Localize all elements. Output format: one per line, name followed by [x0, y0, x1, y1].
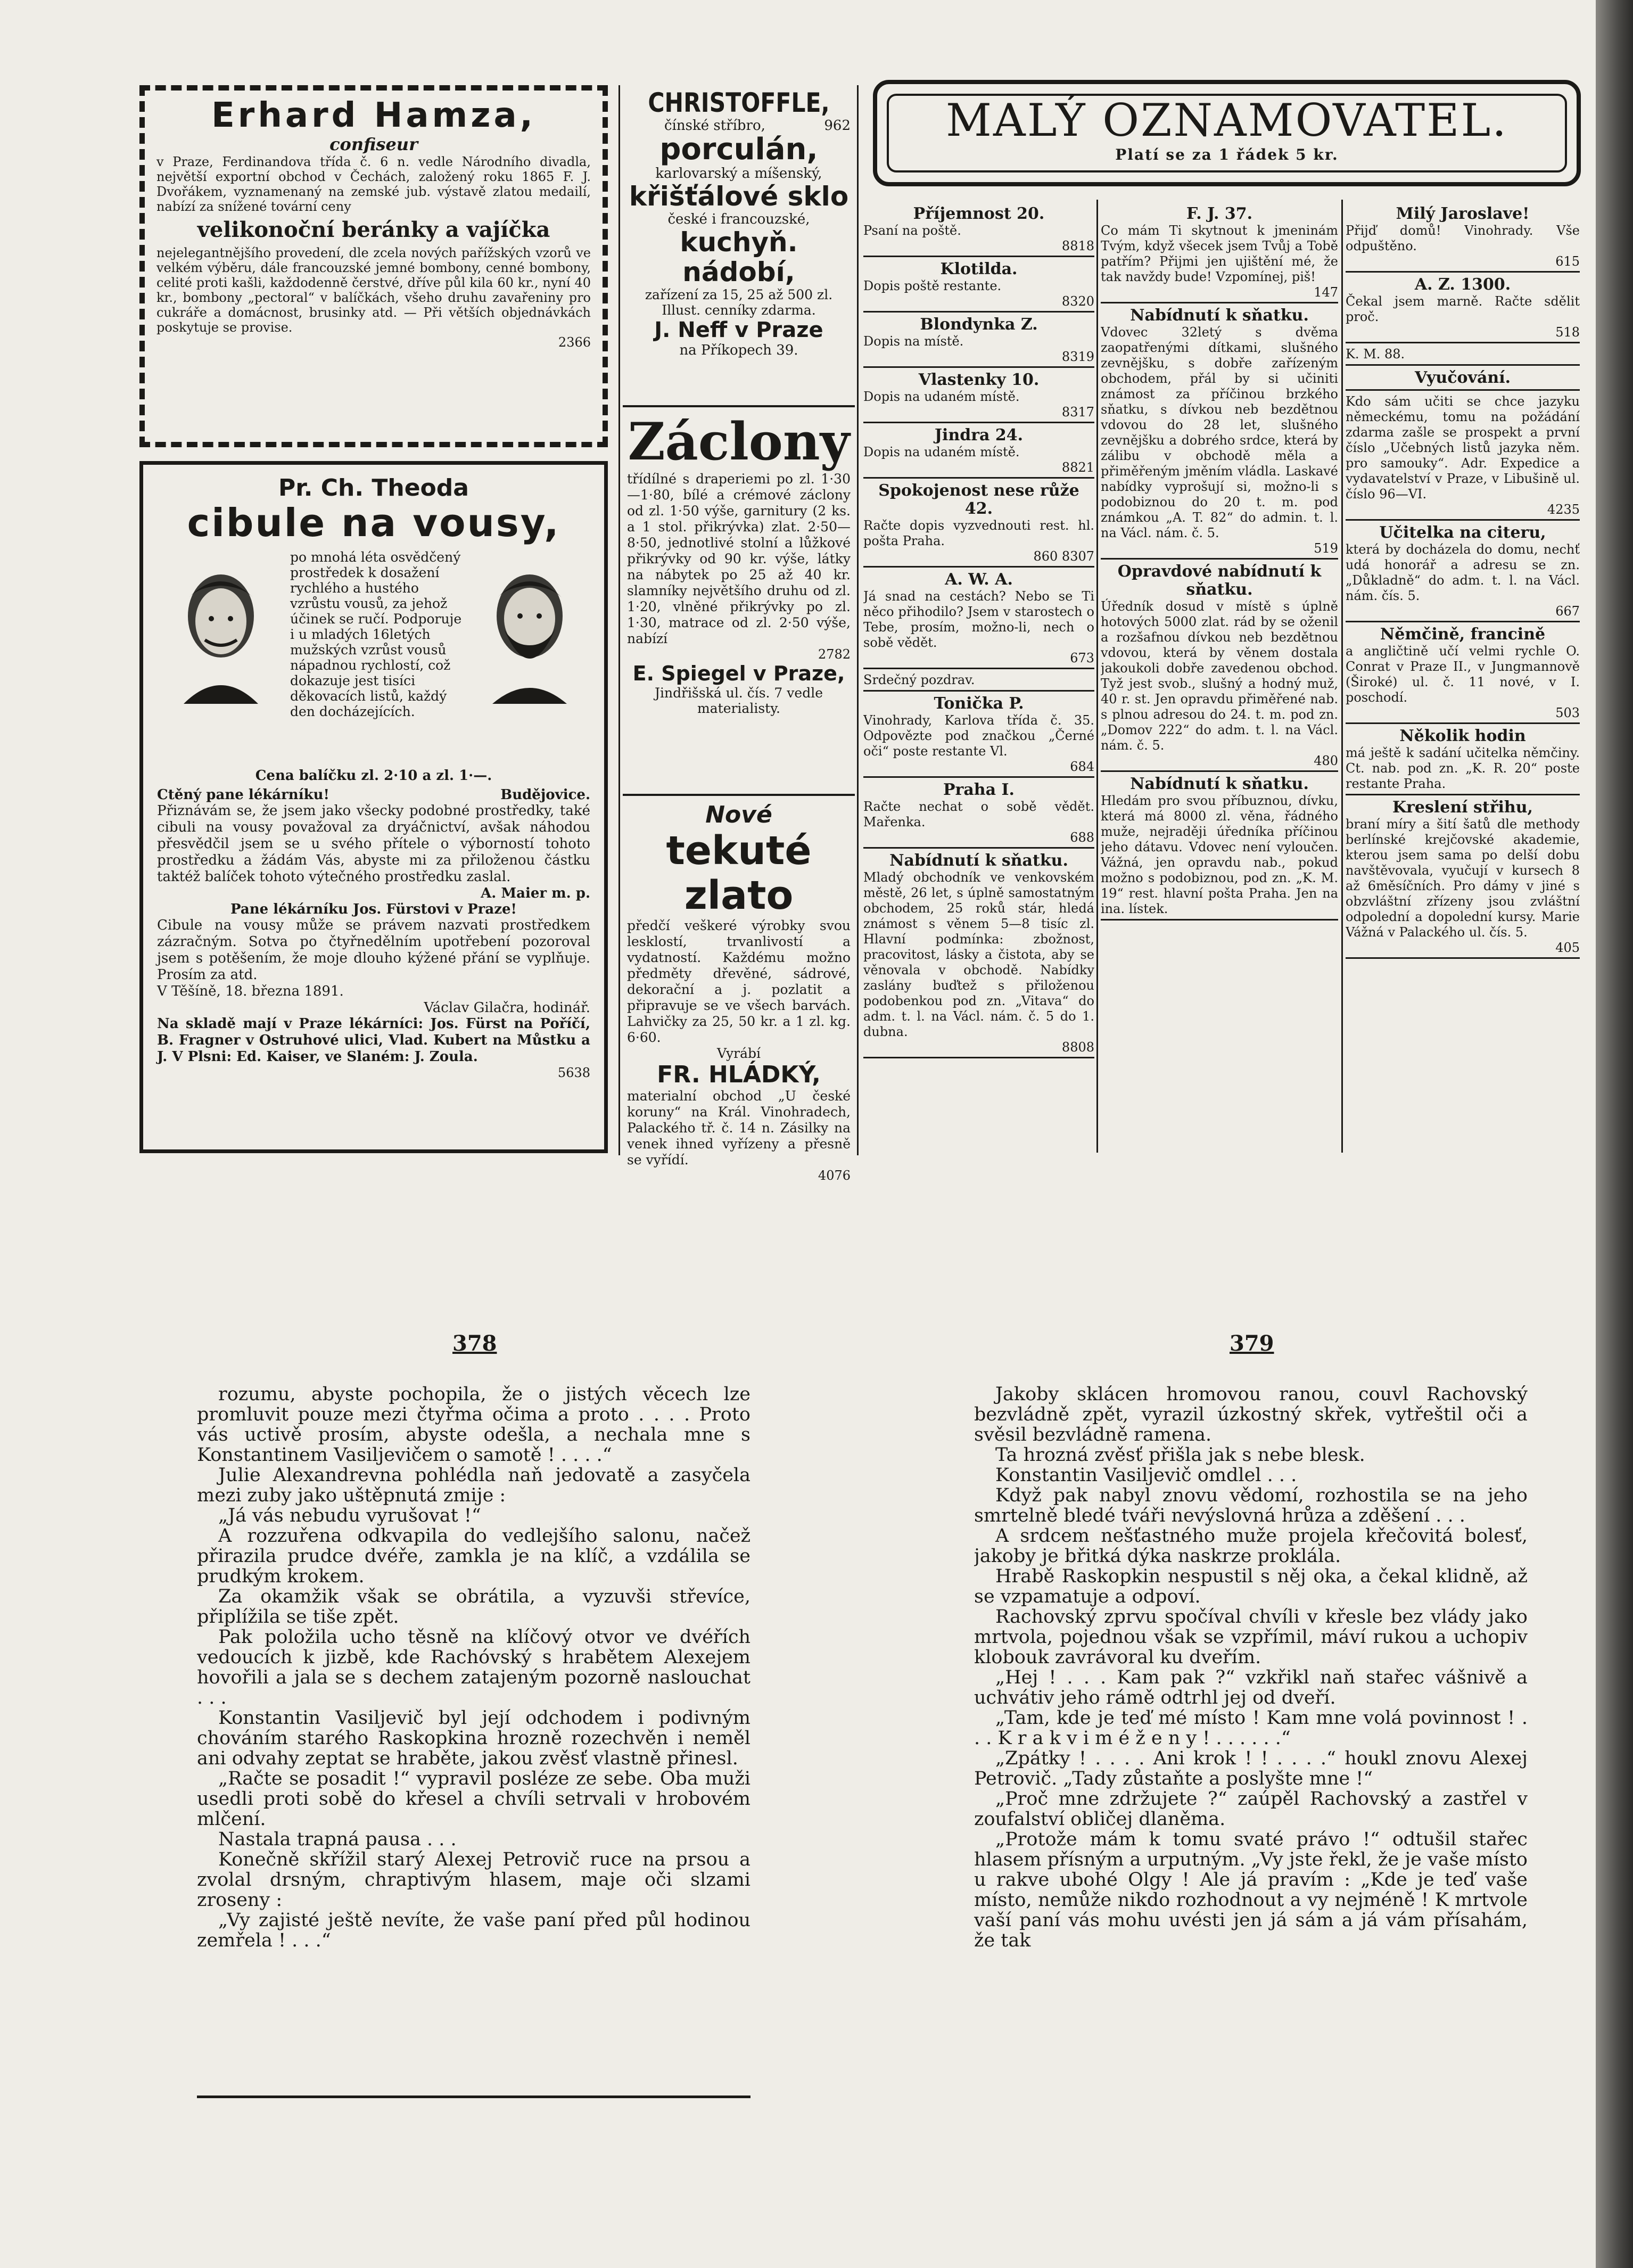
classified-ad-number: 518: [1555, 325, 1580, 340]
classified-ad-text: Vinohrady, Karlova třída č. 35. Odpovězte pod značkou „Černé oči“ poste restante Vl.: [863, 713, 1094, 759]
classified-ad-number: 519: [1314, 541, 1338, 556]
classified-ad-name: Nabídnutí k sňatku.: [1130, 306, 1309, 325]
classified-ad: [863, 316, 1094, 368]
ad-hamza-trade: confiseur: [329, 134, 418, 154]
ad-christofle-firm: J. Neff v Praze: [654, 318, 823, 342]
story-paragraph: Hrabě Raskopkin nespustil s něj oka, a čekal klidně, až se vzpamatuje a odpoví.: [974, 1566, 1528, 1607]
story-paragraph: Konstantin Vasiljevič byl její odchodem i podivným chováním starého Raskopkina hrozně rozechvěn i neměl ani odvahy zeptat se hraběte, jakou zvěsť vlastně přinesl.: [197, 1707, 750, 1769]
classified-ad: [1101, 775, 1338, 921]
classified-ad: [863, 260, 1094, 313]
ad-zaclony-headline: Záclony: [628, 412, 850, 472]
classified-ad-name: Jindra 24.: [934, 426, 1024, 445]
classified-ad-name: Němčině, francině: [1380, 625, 1546, 644]
ad-hamza-text: v Praze, Ferdinandova třída č. 6 n. vedle Národního divadla, největší exportní obchod v Čechách, založený roku 1865 F. J. Dvořákem, vyznamenaný na zemské jub. výstavě zlatou medailí, nabízí za snížené tovární ceny: [156, 154, 591, 214]
classified-ad: [863, 371, 1094, 423]
ad-zlato-firm: FR. HLÁDKÝ,: [657, 1061, 821, 1088]
story-page-right: [974, 1384, 1528, 2087]
classified-ad-text: Dopis na místě.: [863, 334, 964, 349]
classified-ad-text: Račte nechat o sobě vědět. Mařenka.: [863, 799, 1094, 829]
classified-ad-text: Dopis na udaném místě.: [863, 389, 1020, 404]
classified-ad-text: Vdovec 32letý s dvěma zaopatřenými dítkami, slušného zevnějšku, s dobře zařízeným obchodem, přál by si učiniti známost za příčinou brzkého sňatku, s dívkou neb bezdětnou vdovou do 28 let, slušného zevnějšku a dobrého srdce, která by zálibu v obchodě měla a přiměřeným jměním vládla. Laskavé nabídky vyprošují si, možno-li s podobiznou do 20 t. m. pod známkou „A. T. 82“ do admin. t. l. na Václ. nám. č. 5.: [1101, 325, 1338, 540]
classified-ad-text: Psaní na poště.: [863, 223, 961, 238]
page-number-left: 378: [452, 1331, 497, 1356]
ad-christofle-line2: karlovarský a míšenský,: [655, 166, 822, 182]
classified-ad-number: 4235: [1547, 502, 1580, 517]
scan-edge-shadow: [1596, 0, 1633, 2268]
ad-cibule-signer2: Václav Gilačra, hodinář.: [424, 1000, 590, 1016]
story-paragraph: Konstantin Vasiljevič omdlel . . .: [995, 1465, 1297, 1486]
classified-ad-number: 8320: [1061, 294, 1094, 309]
classified-ad: [1346, 727, 1580, 795]
ad-zlato-vyrabi: Vyrábí: [716, 1046, 761, 1061]
ad-christofle-kuchyn: kuchyň. nádobí,: [680, 227, 798, 287]
story-paragraph: Konečně skřížil starý Alexej Petrovič ruce na prsou a zvolal drsným, chraptivým hlasem, maje oči slzami zroseny :: [197, 1849, 750, 1911]
ad-cibule-letter2: Cibule na vousy může se právem nazvati prostředkem zázračným. Sotva po čtyřnedělním upotřebení pozoroval jsem s potěšením, že moje dlouho kýžené přání se vyplňuje. Prosím za atd.: [157, 917, 590, 983]
classified-ad-name: Milý Jaroslave!: [1396, 205, 1530, 223]
classified-ad-text: braní míry a šití šatů dle methody berlínské krejčovské akademie, kterou jsem sama po delší dobu navštěvovala, vyučují v kursech 8 až 6měsíčních. Pro dámy v jiné s obzvláštní zřízeny jsou zvláštní odpolední a dopolední kursy. Marie Vážná v Palackého ul. čís. 5.: [1346, 817, 1580, 940]
ad-zlato-text: předčí veškeré výrobky svou lesklostí, trvanlivostí a vydatností. Každému možno předměty dřevěné, sádrové, dekorační a j. pozlatit a připravuje se ve všech barvách. Lahvičky za 25, 50 kr. a 1 zl. kg. 6·60.: [627, 918, 851, 1045]
story-paragraph: Julie Alexandrevna pohlédla naň jedovatě a zasyčela mezi zuby jako uštěpnutá zmije :: [197, 1465, 750, 1506]
classified-ad-name: Spokojenost nese růže 42.: [878, 481, 1079, 518]
ad-cibule-price: Cena balíčku zl. 2·10 a zl. 1·—.: [255, 768, 492, 784]
classified-ad-name: A. Z. 1300.: [1414, 275, 1511, 294]
story-page-left: [197, 1384, 750, 2098]
ad-cibule-name: Pr. Ch. Theoda: [278, 474, 469, 502]
classified-ad-name: Kreslení střihu,: [1392, 798, 1533, 817]
maly-subtitle: Platí se za 1 řádek 5 kr.: [1115, 146, 1339, 163]
classified-ad: [863, 426, 1094, 479]
classified-ad: [1346, 524, 1580, 622]
bearded-man-portrait-icon: [168, 565, 274, 704]
classified-ad: [863, 205, 1094, 257]
ad-zlato: [623, 801, 855, 1183]
ad-zlato-num: 4076: [818, 1168, 851, 1183]
classified-ad-text: Co mám Ti skytnout k jmeninám Tvým, když všecek jsem Tvůj a Tobě patřím? Přijmi jen ujištění mé, že tak navždy bude! Vzpomínej, piš!: [1101, 223, 1338, 284]
classified-ad: [1346, 394, 1580, 521]
classified-ad-name: Vyučování.: [1414, 368, 1511, 387]
ad-hamza-num: 2366: [558, 335, 591, 350]
classified-ad-number: 860 8307: [1033, 549, 1094, 564]
ad-cibule: [139, 461, 608, 1153]
story-paragraph: A srdcem nešťastného muže projela křečovitá bolesť, jakoby je břitká dýka naskrze proklála.: [974, 1525, 1528, 1567]
ad-zaclony-addr: Jindřišská ul. čís. 7 vedle: [654, 685, 823, 701]
classified-ad-name: Praha I.: [943, 780, 1015, 799]
classified-ad-number: 673: [1070, 651, 1094, 665]
classified-ad-text: Čekal jsem marně. Račte sdělit proč.: [1346, 294, 1580, 324]
ad-cibule-date: V Těšíně, 18. března 1891.: [157, 983, 344, 999]
ad-cibule-letter2-head: Pane lékárníku Jos. Fürstovi v Praze!: [230, 901, 517, 917]
classified-ad-text: Račte dopis vyzvednouti rest. hl. pošta Praha.: [863, 518, 1094, 548]
classified-ad: [863, 482, 1094, 568]
ad-christofle-line1: čínské stříbro,: [664, 118, 765, 134]
classified-ad-text: Kdo sám učiti se chce jazyku německému, tomu na požádání zdarma zašle se prospekt a první číslo „Učebných listů jazyka něm. pro samouky“. Adr. Expedice a vydavatelství v Praze, v Libušině ul. číslo 96—VI.: [1346, 394, 1580, 502]
story-paragraph: „Račte se posadit !“ vypravil posléze ze sebe. Oba muži usedli proti sobě do křesel a chvíli setrvali v hrobovém mlčení.: [197, 1768, 750, 1830]
ad-hamza: [139, 85, 608, 447]
ad-christofle: [623, 88, 855, 407]
ad-christofle-porcelan: porculán,: [659, 132, 818, 167]
classified-ad-number: 615: [1555, 254, 1580, 269]
classified-ad: [863, 695, 1094, 778]
classified-ad-name: F. J. 37.: [1186, 205, 1253, 223]
classified-ad-number: 8821: [1061, 460, 1094, 475]
ad-cibule-num: 5638: [557, 1065, 590, 1080]
classified-ad-name: Vlastenky 10.: [918, 371, 1040, 389]
classified-ad-text: Já snad na cestách? Nebo se Ti něco přihodilo? Jsem v starostech o Tebe, prosím, možno-li, nech o sobě vědět.: [863, 589, 1094, 650]
classified-ad-text: Srdečný pozdrav.: [863, 672, 975, 687]
classified-ad-name: Opravdové nabídnutí k sňatku.: [1117, 562, 1322, 599]
ad-cibule-stores: Na skladě mají v Praze lékárníci: Jos. Fürst na Poříčí, B. Fragner v Ostruhové ulici, Vlad. Kubert na Můstku a J. V Plsni: Ed. Kaiser, ve Slaném: J. Zoula.: [157, 1016, 590, 1065]
classified-ad-text: Mladý obchodník ve venkovském městě, 26 let, s úplně samostatným obchodem, 25 roků stár, hledá známost s věnem 5—8 tisíc zl. Hlavní podmínka: zbožnost, pracovitost, lásky a čistota, aby se věnovala v obchodě. Nabídky zaslány buďtež s přiloženou podobenkou pod zn. „Vitava“ do adm. t. l. na Václ. nám. č. 5 do 1. dubna.: [863, 870, 1094, 1039]
classified-ad: [863, 672, 1094, 692]
classified-ad-name: Příjemnost 20.: [913, 205, 1045, 223]
classified-ad-number: 405: [1555, 940, 1580, 955]
story-paragraph: „Já vás nebudu vyrušovat !“: [218, 1505, 481, 1526]
classified-ad-number: 8317: [1061, 405, 1094, 420]
classified-ad-name: Nabídnutí k sňatku.: [889, 851, 1068, 870]
story-paragraph: „Zpátky ! . . . . Ani krok ! ! . . . .“ houkl znovu Alexej Petrovič. „Tady zůstaňte a poslyšte mne !“: [974, 1748, 1528, 1789]
story-paragraph: rozumu, abyste pochopila, že o jistých věcech lze promluvit pouze mezi čtyřma očima a proto . . . . Proto vás uctivě prosím, abyste odešla, a nechala mne s Konstantinem Vasiljevičem o samotě ! . . . .“: [197, 1384, 750, 1466]
classified-ad: [1101, 307, 1338, 560]
ad-christofle-sklo: křišťálové sklo: [629, 181, 849, 212]
story-paragraph: Za okamžik však se obrátila, a vyzuvši střevíce, připlížila se tiše zpět.: [197, 1586, 750, 1628]
ad-christofle-line3: české i francouzské,: [667, 211, 810, 227]
classified-ad-text: Úředník dosud v místě s úplně hotových 5000 zlat. rád by se oženil a rozšafnou dívkou neb bezdětnou vdovou, která by věnem dostala jakoukoli dobře zavedenou obchod. Tyž jest svob., slušný a hodný muž, 40 r. st. Jen opravdu přiměřené nab. s plnou adresou do 24. t. m. pod zn. „Domov 222“ do adm. t. l. na Václ. nám. č. 5.: [1101, 599, 1338, 753]
classified-ad: [863, 571, 1094, 669]
classified-ad: [1346, 276, 1580, 343]
classified-ad-text: Hledám pro svou příbuznou, dívku, která má 8000 zl. věna, řádného muže, nejraději úředníka příčinou jeho dátavu. Vdovec není vyloučen. Vážná, jen opravdu nab., pokud možno s podobiznou, pod zn. „K. M. 19“ rest. hlavní pošta Praha. Jen na ina. lístek.: [1101, 793, 1338, 916]
ad-cibule-greeting: Ctěný pane lékárníku!: [157, 787, 329, 803]
story-paragraph: Pak položila ucho těsně na klíčový otvor ve dvéřích vedoucích k jizbě, kde Rachóvský s hrabětem Alexejem hovořili a jala se s dechem zatajeným pozorně naslouchat . . .: [197, 1626, 750, 1708]
ad-cibule-headline: cibule na vousy,: [187, 500, 560, 545]
ad-zaclony-firm: E. Spiegel v Praze,: [632, 662, 845, 685]
classified-ad-name: Učitelka na citeru,: [1379, 523, 1546, 542]
classified-ad-number: 480: [1314, 753, 1338, 768]
classified-ad-name: A. W. A.: [945, 570, 1013, 589]
classified-ad-text: Dopis na udaném místě.: [863, 445, 1020, 459]
classified-ad-name: Několik hodin: [1399, 727, 1526, 745]
classified-ad-text: K. M. 88.: [1346, 347, 1405, 361]
classified-ad: [1346, 347, 1580, 366]
classified-ad-number: 688: [1070, 830, 1094, 845]
classified-ad: [1346, 205, 1580, 273]
ad-cibule-text: po mnohá léta osvědčený prostředek k dosažení rychlého a hustého vzrůstu vousů, za jehož účinek se ručí. Podporuje i u mladých 16letých mužských vzrůst vousů nápadnou rychlostí, což dokazuje jest tisíci děkovacích listů, každý den docházejících.: [290, 549, 462, 719]
classified-ad-number: 503: [1555, 705, 1580, 720]
story-paragraph: Když pak nabyl znovu vědomí, rozhostila se na jeho smrtelně bledé tváři nevýslovná hrůza a zděšení . . .: [974, 1485, 1528, 1526]
ad-hamza-headline: velikonoční beránky a vajíčka: [197, 217, 550, 242]
maly-oznamovatel-header: [873, 80, 1581, 186]
story-paragraph: Jakoby sklácen hromovou ranou, couvl Rachovský bezvládně zpět, vyrazil úzkostný skřek, vytřeštil oči a svěsil bezvládně ramena.: [974, 1384, 1528, 1445]
classified-ad-number: 684: [1070, 759, 1094, 774]
classified-ad: [1346, 369, 1580, 391]
story-paragraph: „Hej ! . . . Kam pak ?“ vzkřikl naň stařec vášnivě a uchvátiv jeho rámě odtrhl jej od dveří.: [974, 1667, 1528, 1708]
story-paragraph: Ta hrozná zvěsť přišla jak s nebe blesk.: [995, 1444, 1365, 1466]
ad-hamza-name: Erhard Hamza,: [211, 96, 536, 135]
classified-ad-number: 667: [1555, 604, 1580, 619]
classified-ad-name: Klotilda.: [940, 260, 1018, 278]
classifieds-column-1: [863, 205, 1094, 1153]
ad-zlato-headline: tekuté zlato: [666, 828, 812, 918]
story-paragraph: „Vy zajisté ještě nevíte, že vaše paní před půl hodinou zemřela ! . . .“: [197, 1910, 750, 1951]
ad-christofle-line5: Illust. cenníky zdarma.: [662, 302, 816, 318]
ad-cibule-signer: A. Maier m. p.: [481, 885, 590, 901]
classified-ad-text: která by docházela do domu, nechť udá honorář a adresu se zn. „Důkladně“ do adm. t. l. na Václ. nám. čís. 5.: [1346, 542, 1580, 603]
ad-christofle-addr: na Příkopech 39.: [679, 342, 798, 358]
story-paragraph: „Tam, kde je teď mé místo ! Kam mne volá povinnost ! . . . K r a k v i m é ž e n y ! . . . . . .“: [974, 1707, 1528, 1749]
ad-zaclony-num: 2782: [818, 647, 851, 662]
classified-ad-number: 8808: [1061, 1040, 1094, 1055]
page-number-right: 379: [1230, 1331, 1274, 1356]
classified-ad-text: a angličtině učí velmi rychle O. Conrat v Praze II., v Jungmannově (Široké) ul. č. 11 nové, v I. poschodí.: [1346, 644, 1580, 705]
ad-cibule-place: Budějovice.: [500, 787, 590, 803]
classifieds-column-2: [1101, 205, 1338, 1153]
classified-ad-text: má ještě k sadání učitelka němčiny. Ct. nab. pod zn. „K. R. 20“ poste restante Praha.: [1346, 745, 1580, 791]
classified-ad: [863, 852, 1094, 1058]
classified-ad-text: Přijď domů! Vinohrady. Vše odpuštěno.: [1346, 223, 1580, 253]
classified-ad: [1346, 799, 1580, 959]
ad-zaclony-text: třídílné s draperiemi po zl. 1·30—1·80, bílé a crémové záclony od zl. 1·50 výše, garnitury (2 ks. a 1 stol. přikrývka) zlat. 2·50—8·50, jednotlivé stolní a lůžkové přikrývky od 90 kr. výše, látky na nábytek po 25 až 40 kr. slamníky největšího druhu od zl. 1·20, vlněné přikrývky po zl. 1·30, matrace od zl. 2·50 výše, nabízí: [627, 471, 851, 646]
story-paragraph: Nastala trapná pausa . . .: [218, 1829, 457, 1850]
classified-ad-name: Tonička P.: [934, 694, 1024, 713]
classified-ad: [1346, 626, 1580, 724]
classifieds-column-3: [1346, 205, 1580, 1153]
bearded-man-portrait-icon: [476, 565, 583, 704]
classified-ad: [863, 781, 1094, 849]
story-paragraph: Rachovský zprvu spočíval chvíli v křesle bez vlády jako mrtvola, pojednou však se vzpřímil, máví rukou a uchopiv klobouk zavrávoral ku dveřím.: [974, 1606, 1528, 1668]
story-paragraph: A rozzuřena odkvapila do vedlejšího salonu, načež přirazila prudce dvéře, zamkla je na klíč, a vzdálila se prudkým krokem.: [197, 1525, 750, 1587]
ad-zaclony: [623, 413, 855, 796]
classified-ad: [1101, 563, 1338, 772]
maly-title: MALÝ OZNAMOVATEL.: [946, 94, 1508, 146]
ad-zaclony-addr2: materialisty.: [697, 701, 780, 716]
ad-zlato-nove: Nové: [705, 801, 772, 828]
classified-ad-number: 147: [1314, 285, 1338, 300]
classified-ad-number: 8818: [1061, 239, 1094, 253]
ad-christofle-line4: zařízení za 15, 25 až 500 zl.: [645, 287, 833, 302]
classified-ad-number: 8319: [1061, 349, 1094, 364]
classified-ad: [1101, 205, 1338, 303]
ad-cibule-letter: Přiznávám se, že jsem jako všecky podobné prostředky, také cibuli na vousy považoval za dryáčnictví, avšak náhodou přesvědčil jsem se u svého přítele o výborností tohoto prostředku a žádám Vás, abyste mi za přiloženou částku taktéž balíček tohoto výtečného prostředku zaslal.: [157, 803, 590, 885]
ad-zlato-text2: materialní obchod „U české koruny“ na Král. Vinohradech, Palackého tř. č. 14 n. Zásilky na venek ihned vyřízeny a přesně se vyřídí.: [627, 1088, 851, 1168]
classified-ad-name: Blondynka Z.: [920, 315, 1038, 334]
classified-ad-name: Nabídnutí k sňatku.: [1130, 775, 1309, 793]
ad-christofle-name: CHRISTOFFLE,: [648, 87, 830, 118]
left-page-closing-rule: [197, 2096, 750, 2098]
story-paragraph: „Protože mám k tomu svaté právo !“ odtušil stařec hlasem přísným a urputným. „Vy jste řekl, že je vaše místo u rakve ubohé Olgy ! Ale já pravím : „Kde je teď vaše místo, nemůže nikdo rozhodnout a vy nejméně ! K mrtvole vaší paní vás mohu uvésti jen já sám a já vám přísahám, že tak: [974, 1829, 1528, 1951]
ad-christofle-num1: 962: [824, 118, 851, 134]
story-paragraph: „Proč mne zdržujete ?“ zaúpěl Rachovský a zastřel v zoufalství obličej dlaněma.: [974, 1788, 1528, 1830]
classified-ad-text: Dopis poště restante.: [863, 278, 1002, 293]
ad-hamza-text2: nejelegantnějšího provedení, dle zcela nových pařížských vzorů ve velkém výběru, dále francouzské jemné bombony, cenné bombony, celité proti kašli, každodenně čerstvé, dříve půl kila 60 kr., nyní 40 kr., bombony „pectoral“ v balíčkách, všeho druhu zavařeniny pro cukráře a domácnost, brusinky atd. — Při větších objednávkách poskytuje se provise.: [156, 245, 591, 335]
